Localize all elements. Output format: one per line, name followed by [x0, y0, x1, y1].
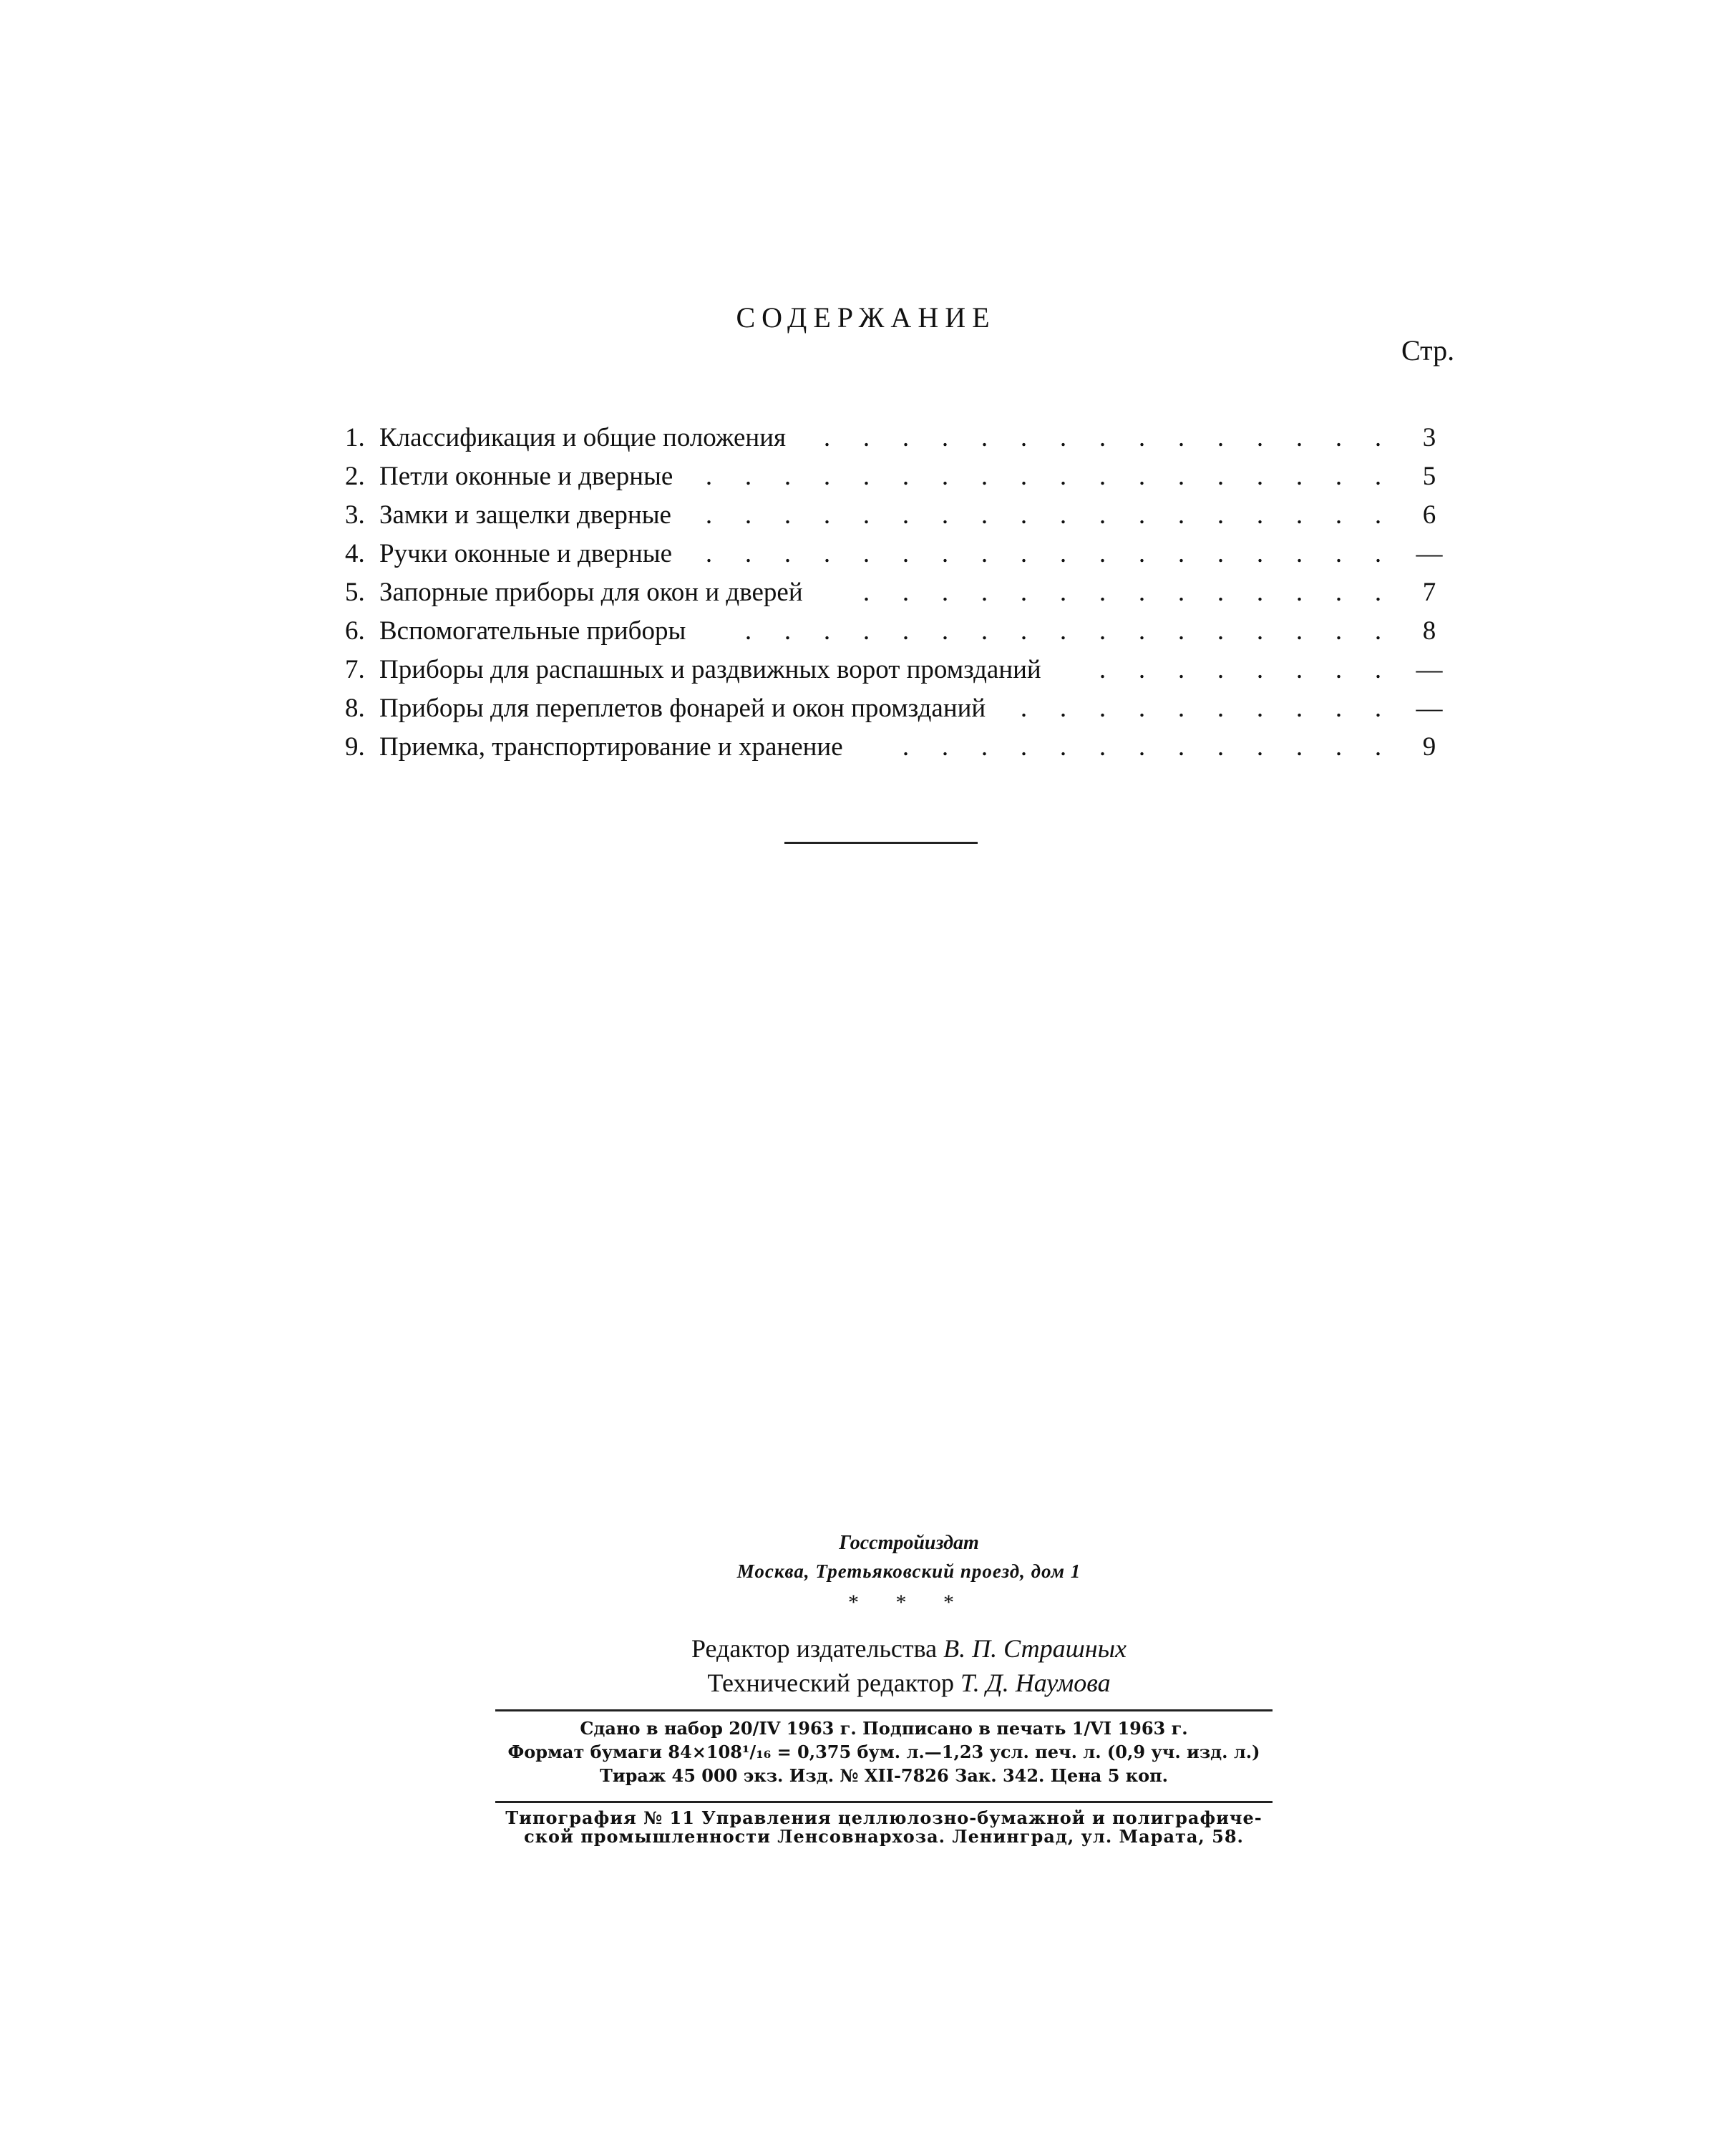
toc-entry-page: 3 — [1422, 423, 1436, 452]
toc-entry-page: 6 — [1422, 500, 1436, 530]
print-dates-line: Сдано в набор 20/IV 1963 г. Подписано в печать 1/VI 1963 г. — [580, 1718, 1188, 1739]
toc-leader-dots: . . . . . . . . . . . . . . — [862, 578, 1382, 607]
toc-entry-number: 9. — [345, 732, 365, 762]
toc-entry-title: Классификация и общие положения — [379, 423, 787, 452]
toc-entry-number: 2. — [345, 462, 365, 491]
toc-leader-dots: . . . . . . . . . . . . . . . . . — [744, 616, 1382, 646]
toc-entry-7 — [345, 651, 1444, 689]
toc-entry-number: 6. — [345, 616, 365, 646]
circulation-line: Тираж 45 000 экз. Изд. № XII-7826 Зак. 342. Цена 5 коп. — [599, 1765, 1169, 1786]
toc-entry-number: 3. — [345, 500, 365, 530]
toc-entry-page: 9 — [1422, 732, 1436, 762]
editor-label: Редактор издательства — [691, 1634, 938, 1663]
page-column-label: Стр. — [1401, 334, 1455, 366]
toc-entry-number: 1. — [345, 423, 365, 452]
printer-line: Типография № 11 Управления целлюлозно-бумажной и полиграфиче- — [505, 1807, 1262, 1828]
toc-entry-title: Приборы для распашных и раздвижных ворот промзданий — [379, 655, 1041, 684]
toc-entry-page: — — [1416, 694, 1443, 723]
table-of-contents — [345, 419, 1444, 767]
toc-leader-dots: . . . . . . . . . . . . . . . — [823, 423, 1382, 452]
toc-leader-dots: . . . . . . . . . . . . . . . . . . — [705, 539, 1382, 568]
editor-name: В. П. Страшных — [943, 1634, 1127, 1663]
contents-title: СОДЕРЖАНИЕ — [736, 301, 996, 334]
publisher-name: Госстройиздат — [839, 1532, 979, 1554]
toc-entry-title: Приемка, транспортирование и хранение — [379, 732, 843, 762]
toc-entry-4 — [345, 535, 1444, 573]
toc-leader-dots: . . . . . . . . . . — [1020, 694, 1382, 723]
tech-editor-credit — [43, 1668, 1732, 1698]
imprint-rule-bottom — [495, 1801, 1273, 1803]
toc-entry-title: Запорные приборы для окон и дверей — [379, 578, 803, 607]
toc-entry-title: Замки и защелки дверные — [379, 500, 671, 530]
toc-entry-8 — [345, 689, 1444, 728]
printer-line: ской промышленности Ленсовнархоза. Ленинград, ул. Марата, 58. — [524, 1826, 1244, 1847]
toc-entry-page: 8 — [1422, 616, 1436, 646]
tech-editor-label: Технический редактор — [707, 1669, 955, 1697]
toc-entry-number: 8. — [345, 694, 365, 723]
toc-entry-3 — [345, 496, 1444, 535]
toc-leader-dots: . . . . . . . . . . . . . . . . . . — [705, 462, 1382, 491]
printer-details — [495, 1809, 1273, 1846]
toc-entry-title: Петли оконные и дверные — [379, 462, 673, 491]
toc-entry-number: 4. — [345, 539, 365, 568]
toc-entry-page: 7 — [1422, 578, 1436, 607]
toc-entry-2 — [345, 457, 1444, 496]
toc-leader-dots: . . . . . . . . — [1099, 655, 1382, 684]
toc-entry-title: Ручки оконные и дверные — [379, 539, 673, 568]
toc-entry-page: — — [1416, 655, 1443, 684]
toc-entry-title: Вспомогательные приборы — [379, 616, 686, 646]
toc-entry-1 — [345, 419, 1444, 457]
toc-leader-dots: . . . . . . . . . . . . . — [902, 732, 1382, 762]
toc-entry-5 — [345, 573, 1444, 612]
toc-entry-6 — [345, 612, 1444, 651]
asterisk-separator: * * * — [848, 1591, 970, 1614]
toc-entry-9 — [345, 728, 1444, 767]
toc-entry-number: 5. — [345, 578, 365, 607]
tech-editor-name: Т. Д. Наумова — [960, 1669, 1111, 1697]
publisher-address: Москва, Третьяковский проезд, дом 1 — [736, 1560, 1081, 1582]
print-details — [495, 1716, 1273, 1787]
toc-entry-title: Приборы для переплетов фонарей и окон промзданий — [379, 694, 986, 723]
paper-format-line: Формат бумаги 84×108¹/₁₆ = 0,375 бум. л.—1,23 усл. печ. л. (0,9 уч. изд. л.) — [507, 1742, 1260, 1762]
toc-entry-page: 5 — [1422, 462, 1436, 491]
toc-entry-number: 7. — [345, 655, 365, 684]
imprint-rule-top — [495, 1709, 1273, 1711]
section-divider — [784, 842, 978, 844]
editor-credit — [43, 1633, 1732, 1664]
toc-entry-page: — — [1416, 539, 1443, 568]
toc-leader-dots: . . . . . . . . . . . . . . . . . . — [705, 500, 1382, 530]
